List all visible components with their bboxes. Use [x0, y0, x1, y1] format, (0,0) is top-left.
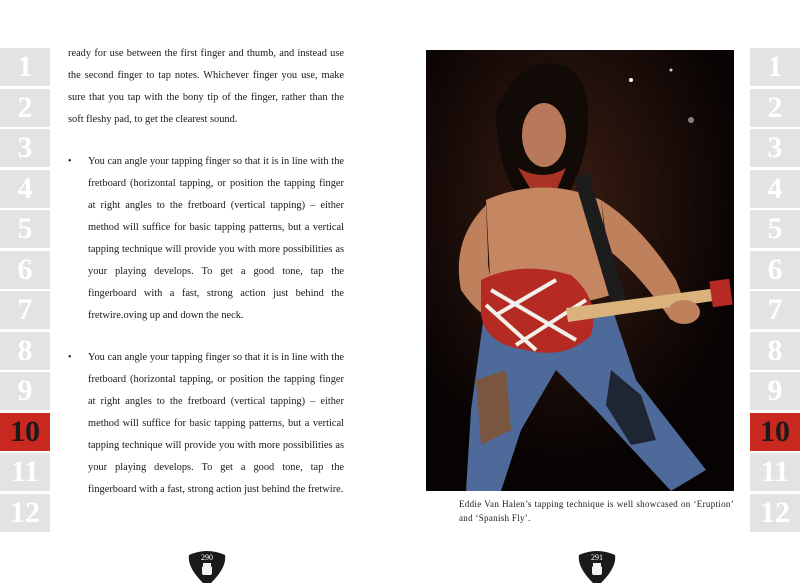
page-number-left: 290 — [201, 553, 213, 562]
chapter-tab-9[interactable]: 9 — [750, 372, 800, 410]
chapter-tab-8[interactable]: 8 — [0, 332, 50, 370]
chapter-tab-5[interactable]: 5 — [750, 210, 800, 248]
bullet-paragraph-2: • You can angle your tapping finger so that it is in line with the fretboard (horizontal tapping, or position the tapping finger at right angles to the fretboard (vertical tapping) – either method will suffice for basic tapping patterns, but a vertical tapping technique will provide you with more possibilities as your playing develops. To get a good tone, tap the fingerboard with a fast, strong action just behind the fretwire. — [68, 347, 344, 501]
left-page-body — [68, 43, 344, 501]
photo-caption: Eddie Van Halen’s tapping technique is well showcased on ‘Eruption’ and ‘Spanish Fly’. — [459, 499, 734, 523]
chapter-tab-12[interactable]: 12 — [750, 494, 800, 532]
chapter-tab-2[interactable]: 2 — [750, 89, 800, 127]
intro-paragraph: ready for use between the first finger and thumb, and instead use the second finger to tap notes. Whichever finger you use, make sure that you tap with the bony tip of the finger, rather than the soft fleshy pad, to get the clearest sound. — [68, 48, 344, 125]
chapter-tab-5[interactable]: 5 — [0, 210, 50, 248]
chapter-tab-10-active[interactable]: 10 — [750, 413, 800, 451]
chapter-tab-10-active[interactable]: 10 — [0, 413, 50, 451]
bullet-paragraph-1: • You can angle your tapping finger so that it is in line with the fretboard (horizontal tapping, or position the tapping finger at right angles to the fretboard (vertical tapping) – either method will suffice for basic tapping patterns, but a vertical tapping technique will provide you with more possibilities as your playing develops. To get a good tone, tap the fingerboard with a fast, strong action just behind the fretwire.oving up and down the neck. — [68, 151, 344, 327]
guitarist-photo-illustration — [426, 50, 734, 491]
chapter-tab-12[interactable]: 12 — [0, 494, 50, 532]
page-number-pick-right — [575, 549, 619, 583]
chapter-tab-4[interactable]: 4 — [0, 170, 50, 208]
chapter-tab-7[interactable]: 7 — [750, 291, 800, 329]
chapter-tab-11[interactable]: 11 — [750, 453, 800, 491]
chapter-tab-6[interactable]: 6 — [0, 251, 50, 289]
chapter-tab-6[interactable]: 6 — [750, 251, 800, 289]
guitarist-photo — [426, 50, 734, 491]
page-number-pick-left — [185, 549, 229, 583]
chapter-tabs-right — [750, 48, 800, 534]
chapter-tab-7[interactable]: 7 — [0, 291, 50, 329]
chapter-tab-4[interactable]: 4 — [750, 170, 800, 208]
chapter-tab-3[interactable]: 3 — [0, 129, 50, 167]
chapter-tab-1[interactable]: 1 — [750, 48, 800, 86]
chapter-tabs-left — [0, 48, 50, 534]
chapter-tab-2[interactable]: 2 — [0, 89, 50, 127]
chapter-tab-11[interactable]: 11 — [0, 453, 50, 491]
chapter-tab-9[interactable]: 9 — [0, 372, 50, 410]
chapter-tab-8[interactable]: 8 — [750, 332, 800, 370]
page-number-right: 291 — [591, 553, 603, 562]
chapter-tab-3[interactable]: 3 — [750, 129, 800, 167]
chapter-tab-1[interactable]: 1 — [0, 48, 50, 86]
